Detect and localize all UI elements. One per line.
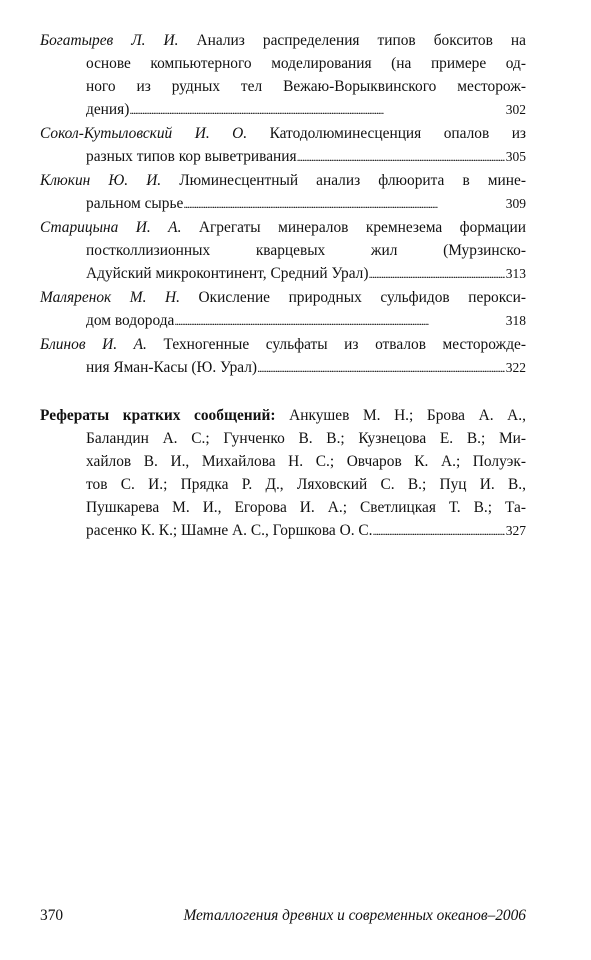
toc-author: Старицына И. А. bbox=[40, 219, 182, 236]
toc-entry bbox=[40, 286, 526, 333]
abstracts-authors-line: тов С. И.; Прядка Р. Д., Ляховский С. В.; Пуц И. В., bbox=[86, 476, 526, 493]
toc-entry-first-line bbox=[40, 122, 526, 145]
toc-page-number: 322 bbox=[505, 360, 526, 375]
toc-entry bbox=[40, 216, 526, 286]
dot-leader bbox=[183, 192, 504, 216]
toc-entry-first-line bbox=[40, 29, 526, 52]
toc-title-line: разных типов кор выветривания bbox=[86, 148, 297, 165]
toc-title-line: Окисление природных сульфидов перокси- bbox=[198, 289, 526, 306]
dot-leader bbox=[129, 98, 504, 122]
toc-author: Блинов И. А. bbox=[40, 336, 147, 353]
toc-last-line bbox=[40, 309, 526, 333]
dot-leader bbox=[257, 356, 505, 380]
footer-page-number: 370 bbox=[40, 907, 64, 924]
toc-entry-first-line bbox=[40, 286, 526, 309]
toc-last-line bbox=[40, 262, 526, 286]
toc-last-line bbox=[40, 192, 526, 216]
toc-page-number: 318 bbox=[505, 313, 526, 328]
toc-last-line bbox=[40, 356, 526, 380]
abstracts-authors-line: Пушкарева М. И., Егорова И. А.; Светлицкая Т. В.; Та- bbox=[86, 499, 526, 516]
abstracts-authors-line: расенко К. К.; Шамне А. С., Горшкова О. С. bbox=[86, 522, 373, 539]
toc-entry bbox=[40, 122, 526, 169]
toc-last-line bbox=[40, 98, 526, 122]
toc-title-line: Техногенные сульфаты из отвалов месторожде- bbox=[163, 336, 526, 353]
toc-author: Маляренок М. Н. bbox=[40, 289, 180, 306]
abstracts-authors-line: хайлов В. И., Михайлова Н. С.; Овчаров К. А.; Полуэк- bbox=[86, 453, 526, 470]
toc-author: Сокол-Кутыловский И. О. bbox=[40, 125, 248, 142]
toc-entry bbox=[40, 333, 526, 380]
toc-title-line: Агрегаты минералов кремнезема формации bbox=[198, 219, 526, 236]
footer-journal-title: Металлогения древних и современных океанов–2006 bbox=[183, 907, 526, 924]
dot-leader bbox=[373, 519, 505, 543]
toc-entry-first-line bbox=[40, 216, 526, 239]
toc-page-number: 313 bbox=[505, 266, 526, 281]
abstracts-authors-line: Анкушев М. Н.; Брова А. А., bbox=[289, 407, 526, 424]
dot-leader bbox=[297, 145, 505, 169]
toc-title-line: Адуйский микроконтинент, Средний Урал) bbox=[86, 265, 369, 282]
toc-title-line: постколлизионных кварцевых жил (Мурзинско- bbox=[86, 242, 526, 259]
toc-title-line: дом водорода bbox=[86, 312, 175, 329]
toc-last-line bbox=[40, 145, 526, 169]
toc-author: Клюкин Ю. И. bbox=[40, 172, 162, 189]
toc-title-line: основе компьютерного моделирования (на примере од- bbox=[86, 55, 526, 72]
toc-title-line: дения) bbox=[86, 101, 130, 118]
toc-page-number: 327 bbox=[505, 523, 526, 538]
abstracts-heading: Рефераты кратких сообщений: bbox=[40, 407, 276, 424]
toc-entry-first-line bbox=[40, 333, 526, 356]
table-of-contents bbox=[40, 29, 526, 543]
toc-entry-first-line bbox=[40, 169, 526, 192]
abstracts-first-line bbox=[40, 404, 526, 427]
page-footer bbox=[40, 907, 526, 925]
toc-title-line: ральном сырье bbox=[86, 195, 184, 212]
abstracts-last-line bbox=[40, 519, 526, 543]
toc-title-line: Люминесцентный анализ флюорита в мине- bbox=[179, 172, 526, 189]
toc-title-line: Анализ распределения типов бокситов на bbox=[196, 32, 526, 49]
dot-leader bbox=[369, 262, 505, 286]
toc-title-line: ния Яман-Касы (Ю. Урал) bbox=[86, 359, 258, 376]
toc-entry bbox=[40, 169, 526, 216]
toc-page-number: 305 bbox=[505, 149, 526, 164]
toc-title-line: ного из рудных тел Вежаю-Ворыквинского месторож- bbox=[86, 78, 526, 95]
toc-author: Богатырев Л. И. bbox=[40, 32, 179, 49]
toc-entry bbox=[40, 29, 526, 122]
dot-leader bbox=[174, 309, 504, 333]
abstracts-entry bbox=[40, 404, 526, 543]
toc-page-number: 309 bbox=[505, 196, 526, 211]
abstracts-authors-line: Баландин А. С.; Гунченко В. В.; Кузнецова Е. В.; Ми- bbox=[86, 430, 526, 447]
toc-title-line: Катодолюминесценция опалов из bbox=[269, 125, 527, 142]
toc-page-number: 302 bbox=[505, 102, 526, 117]
